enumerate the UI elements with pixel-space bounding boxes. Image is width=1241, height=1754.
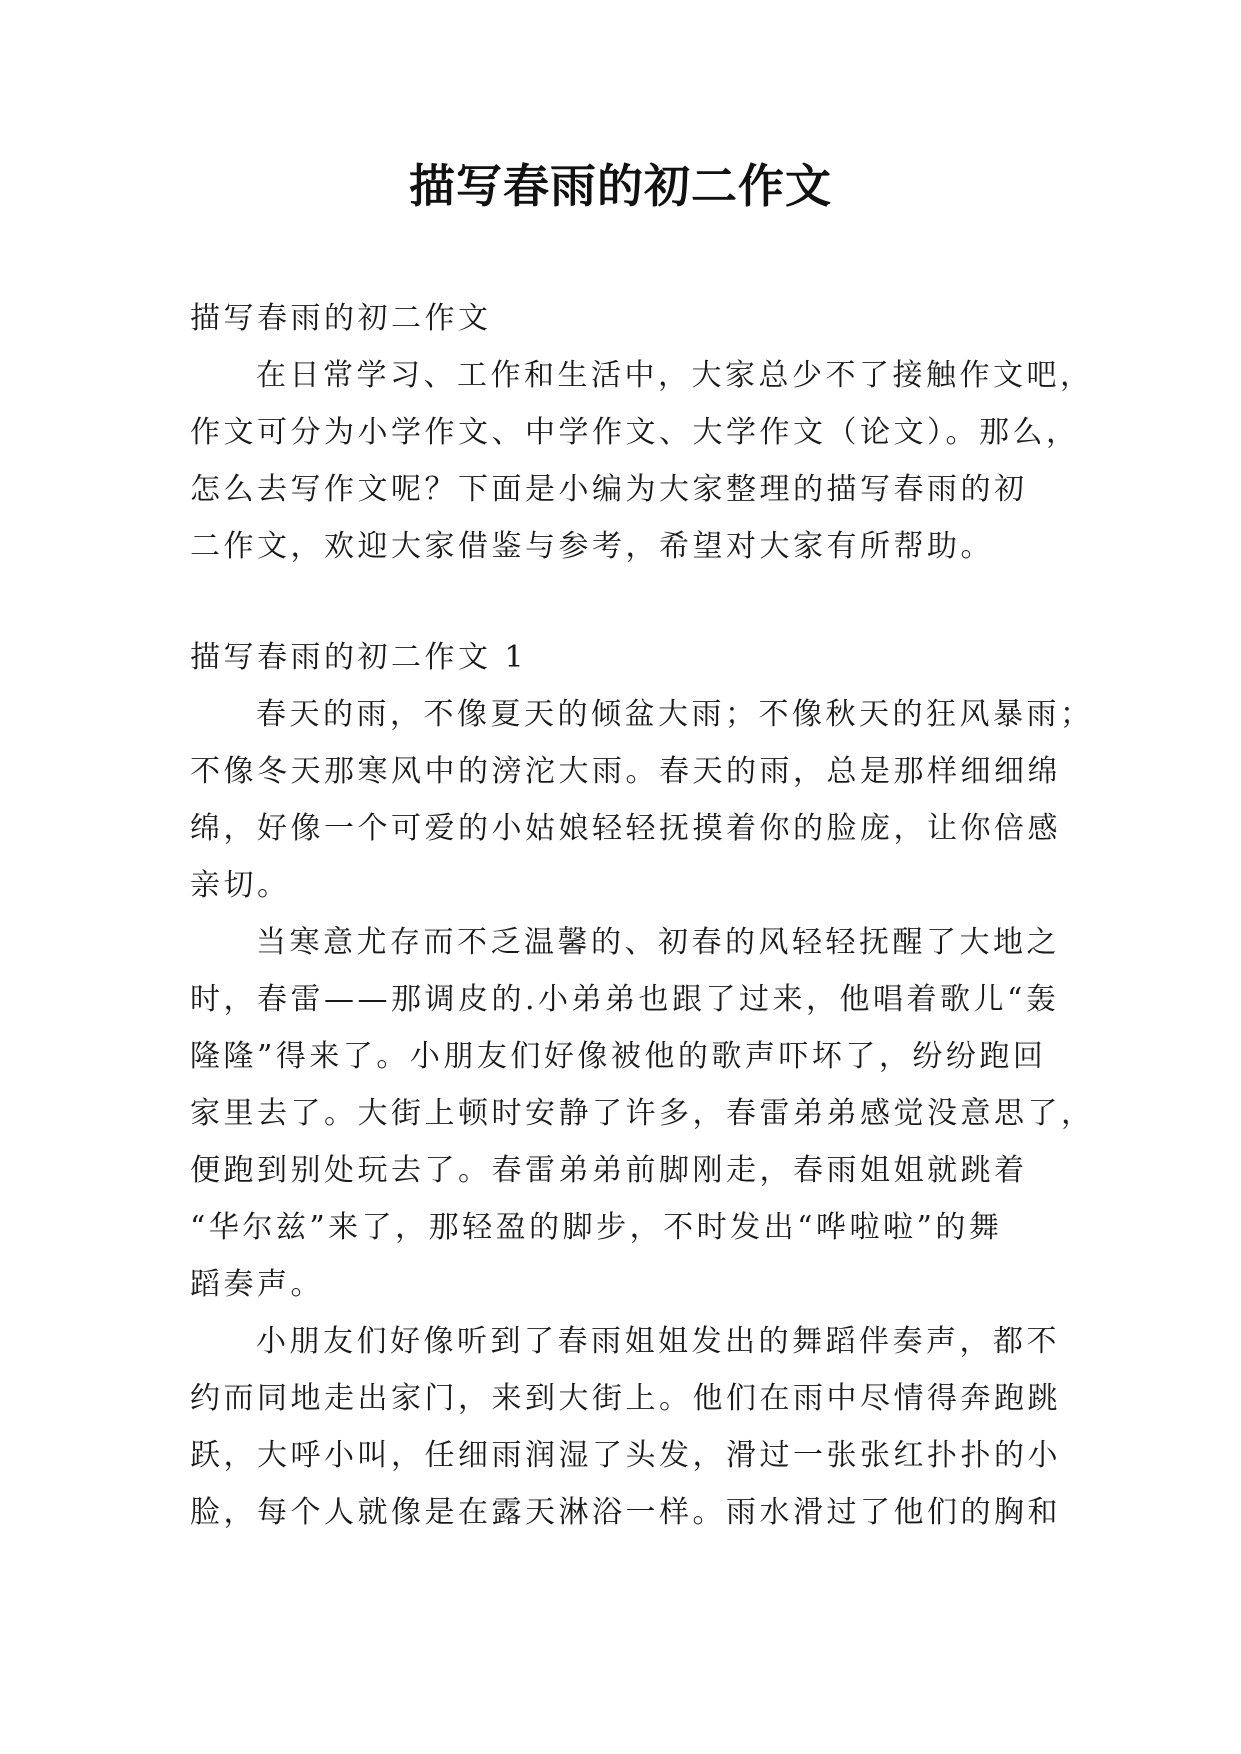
paragraph-line: 不像冬天那寒风中的滂沱大雨。春天的雨，总是那样细细绵 bbox=[190, 754, 1061, 789]
paragraph-line: 家里去了。大街上顿时安静了许多，春雷弟弟感觉没意思了， bbox=[190, 1096, 1095, 1131]
paragraph-line: 约而同地走出家门，来到大街上。他们在雨中尽情得奔跑跳 bbox=[190, 1381, 1061, 1416]
paragraph-line: 作文可分为小学作文、中学作文、大学作文（论文）。那么， bbox=[190, 415, 1080, 450]
paragraph-line: 便跑到别处玩去了。春雷弟弟前脚刚走，春雨姐姐就跳着 bbox=[190, 1153, 1028, 1188]
essay-paragraph-2 bbox=[190, 914, 1095, 1313]
intro-heading: 描写春雨的初二作文 bbox=[190, 301, 492, 336]
paragraph-line: 时，春雷——那调皮的.小弟弟也跟了过来，他唱着歌儿“轰 bbox=[190, 982, 1060, 1017]
intro-paragraph bbox=[190, 347, 1094, 575]
essay-paragraph-3 bbox=[190, 1313, 1060, 1541]
document-body bbox=[190, 290, 1095, 1541]
paragraph-line: 在日常学习、工作和生活中，大家总少不了接触作文吧， bbox=[256, 358, 1094, 393]
paragraph-line: 脸，每个人就像是在露天淋浴一样。雨水滑过了他们的胸和 bbox=[190, 1495, 1061, 1530]
paragraph-line: 绵，好像一个可爱的小姑娘轻轻抚摸着你的脸庞，让你倍感 bbox=[190, 811, 1061, 846]
paragraph-line: 二作文，欢迎大家借鉴与参考，希望对大家有所帮助。 bbox=[190, 529, 994, 564]
paragraph-line: “华尔兹”来了，那轻盈的脚步，不时发出“哗啦啦”的舞 bbox=[190, 1210, 1003, 1245]
paragraph-line: 春天的雨，不像夏天的倾盆大雨；不像秋天的狂风暴雨； bbox=[256, 697, 1094, 732]
paragraph-line: 小朋友们好像听到了春雨姐姐发出的舞蹈伴奏声，都不 bbox=[256, 1324, 1060, 1359]
paragraph-line: 隆隆”得来了。小朋友们好像被他的歌声吓坏了，纷纷跑回 bbox=[190, 1039, 1047, 1074]
paragraph-line: 当寒意尤存而不乏温馨的、初春的风轻轻抚醒了大地之 bbox=[256, 925, 1060, 960]
section-spacer bbox=[190, 575, 1060, 629]
paragraph-line: 蹈奏声。 bbox=[190, 1267, 324, 1302]
essay-paragraph-1 bbox=[190, 686, 1094, 914]
paragraph-line: 亲切。 bbox=[190, 868, 291, 903]
paragraph-line: 怎么去写作文呢？下面是小编为大家整理的描写春雨的初 bbox=[190, 472, 1028, 507]
paragraph-line: 跃，大呼小叫，任细雨润湿了头发，滑过一张张红扑扑的小 bbox=[190, 1438, 1061, 1473]
document-title: 描写春雨的初二作文 bbox=[409, 159, 832, 213]
essay-heading: 描写春雨的初二作文 1 bbox=[190, 640, 528, 675]
